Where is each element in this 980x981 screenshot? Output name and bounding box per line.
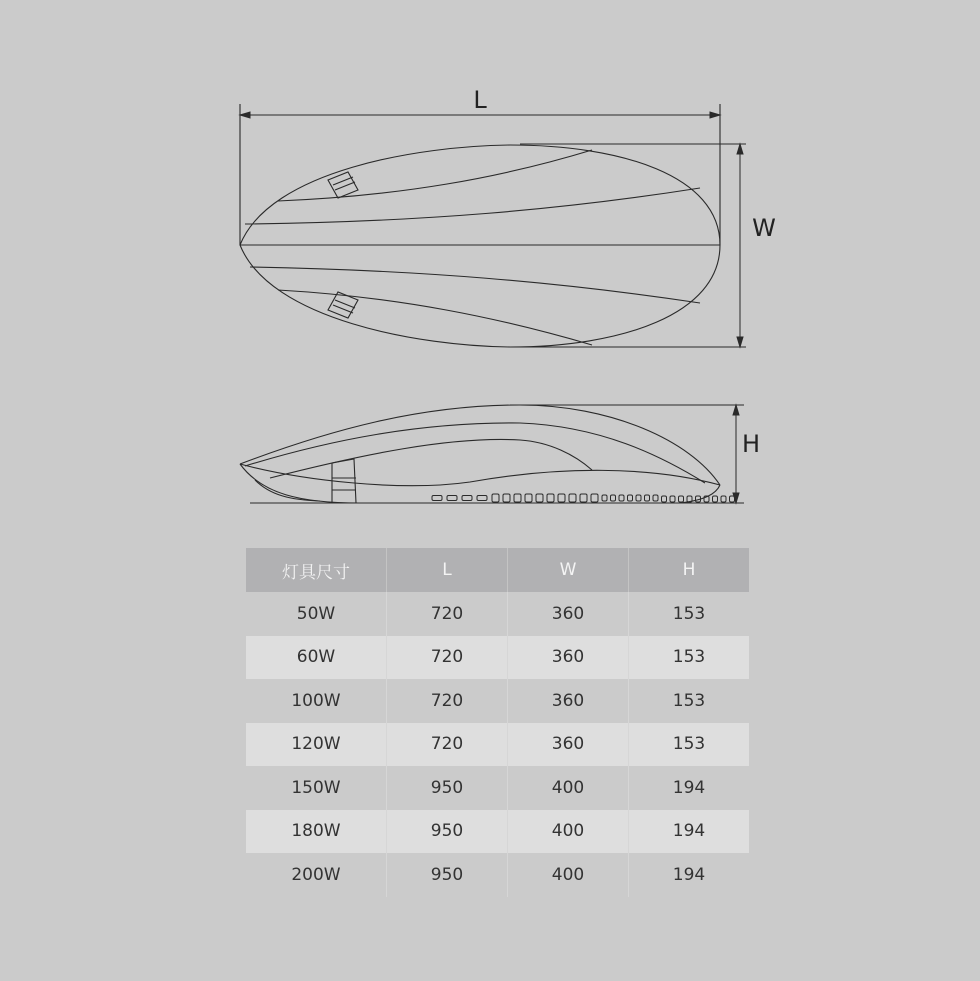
table-row <box>246 592 749 636</box>
led-module <box>462 496 472 501</box>
cell-height: 153 <box>672 603 706 624</box>
cell-model: 100W <box>246 679 387 723</box>
led-module <box>525 494 532 502</box>
led-module <box>503 494 510 502</box>
led-module <box>558 494 565 502</box>
height-dimension-line <box>733 405 739 503</box>
header-model: 灯具尺寸 <box>246 548 387 592</box>
led-module <box>569 494 576 502</box>
cell-width: 360 <box>508 592 629 636</box>
header-height: H <box>629 548 750 592</box>
cell-width: 400 <box>508 810 629 854</box>
cell-width: 360 <box>508 679 629 723</box>
led-module <box>580 494 587 502</box>
cell-width: 400 <box>508 853 629 897</box>
cell-width: 360 <box>508 636 629 680</box>
led-module <box>447 496 457 501</box>
top-view <box>240 104 746 347</box>
width-dimension-line <box>737 144 743 347</box>
cell-length: 950 <box>387 810 508 854</box>
length-label: L <box>473 86 487 114</box>
cell-model: 200W <box>246 853 387 897</box>
cell-height: 153 <box>629 723 750 767</box>
led-module <box>547 494 554 502</box>
cell-length: 720 <box>387 636 508 680</box>
led-module <box>536 494 543 502</box>
width-label: W <box>752 214 776 242</box>
cell-height: 153 <box>629 636 750 680</box>
cell-height: 194 <box>672 864 706 885</box>
header-length: L <box>387 548 508 592</box>
table-row <box>246 679 749 723</box>
led-module <box>477 496 487 501</box>
led-module <box>628 495 633 501</box>
led-module-row <box>432 494 735 502</box>
led-module <box>670 496 675 502</box>
cell-model: 180W <box>246 810 387 854</box>
led-module <box>432 496 442 501</box>
led-module <box>602 495 607 501</box>
cell-length: 950 <box>387 853 508 897</box>
table-row <box>246 636 749 680</box>
cell-height: 194 <box>672 777 706 798</box>
cell-length: 720 <box>387 592 508 636</box>
table-header-row <box>246 548 749 592</box>
cell-height: 153 <box>672 690 706 711</box>
cell-length: 720 <box>387 723 508 767</box>
table-row <box>246 853 749 897</box>
top-clamp <box>328 172 358 198</box>
table-row <box>246 766 749 810</box>
cell-height: 194 <box>629 810 750 854</box>
led-module <box>653 495 658 501</box>
led-module <box>645 495 650 501</box>
cell-length: 720 <box>387 679 508 723</box>
cell-model: 120W <box>246 723 387 767</box>
cell-width: 360 <box>508 723 629 767</box>
led-module <box>721 496 726 502</box>
cell-width: 400 <box>508 766 629 810</box>
table-row <box>246 723 749 767</box>
cell-model: 60W <box>246 636 387 680</box>
side-view <box>240 405 744 503</box>
led-module <box>591 494 598 502</box>
led-module <box>611 495 616 501</box>
led-module <box>492 494 499 502</box>
table-row <box>246 810 749 854</box>
cell-model: 50W <box>246 592 387 636</box>
cell-length: 950 <box>387 766 508 810</box>
led-module <box>619 495 624 501</box>
led-module <box>636 495 641 501</box>
led-module <box>662 496 667 502</box>
led-module <box>679 496 684 502</box>
height-label: H <box>741 430 761 458</box>
cell-model: 150W <box>246 766 387 810</box>
header-width: W <box>508 548 629 592</box>
size-spec-table <box>246 548 749 897</box>
led-module <box>713 496 718 502</box>
led-module <box>514 494 521 502</box>
